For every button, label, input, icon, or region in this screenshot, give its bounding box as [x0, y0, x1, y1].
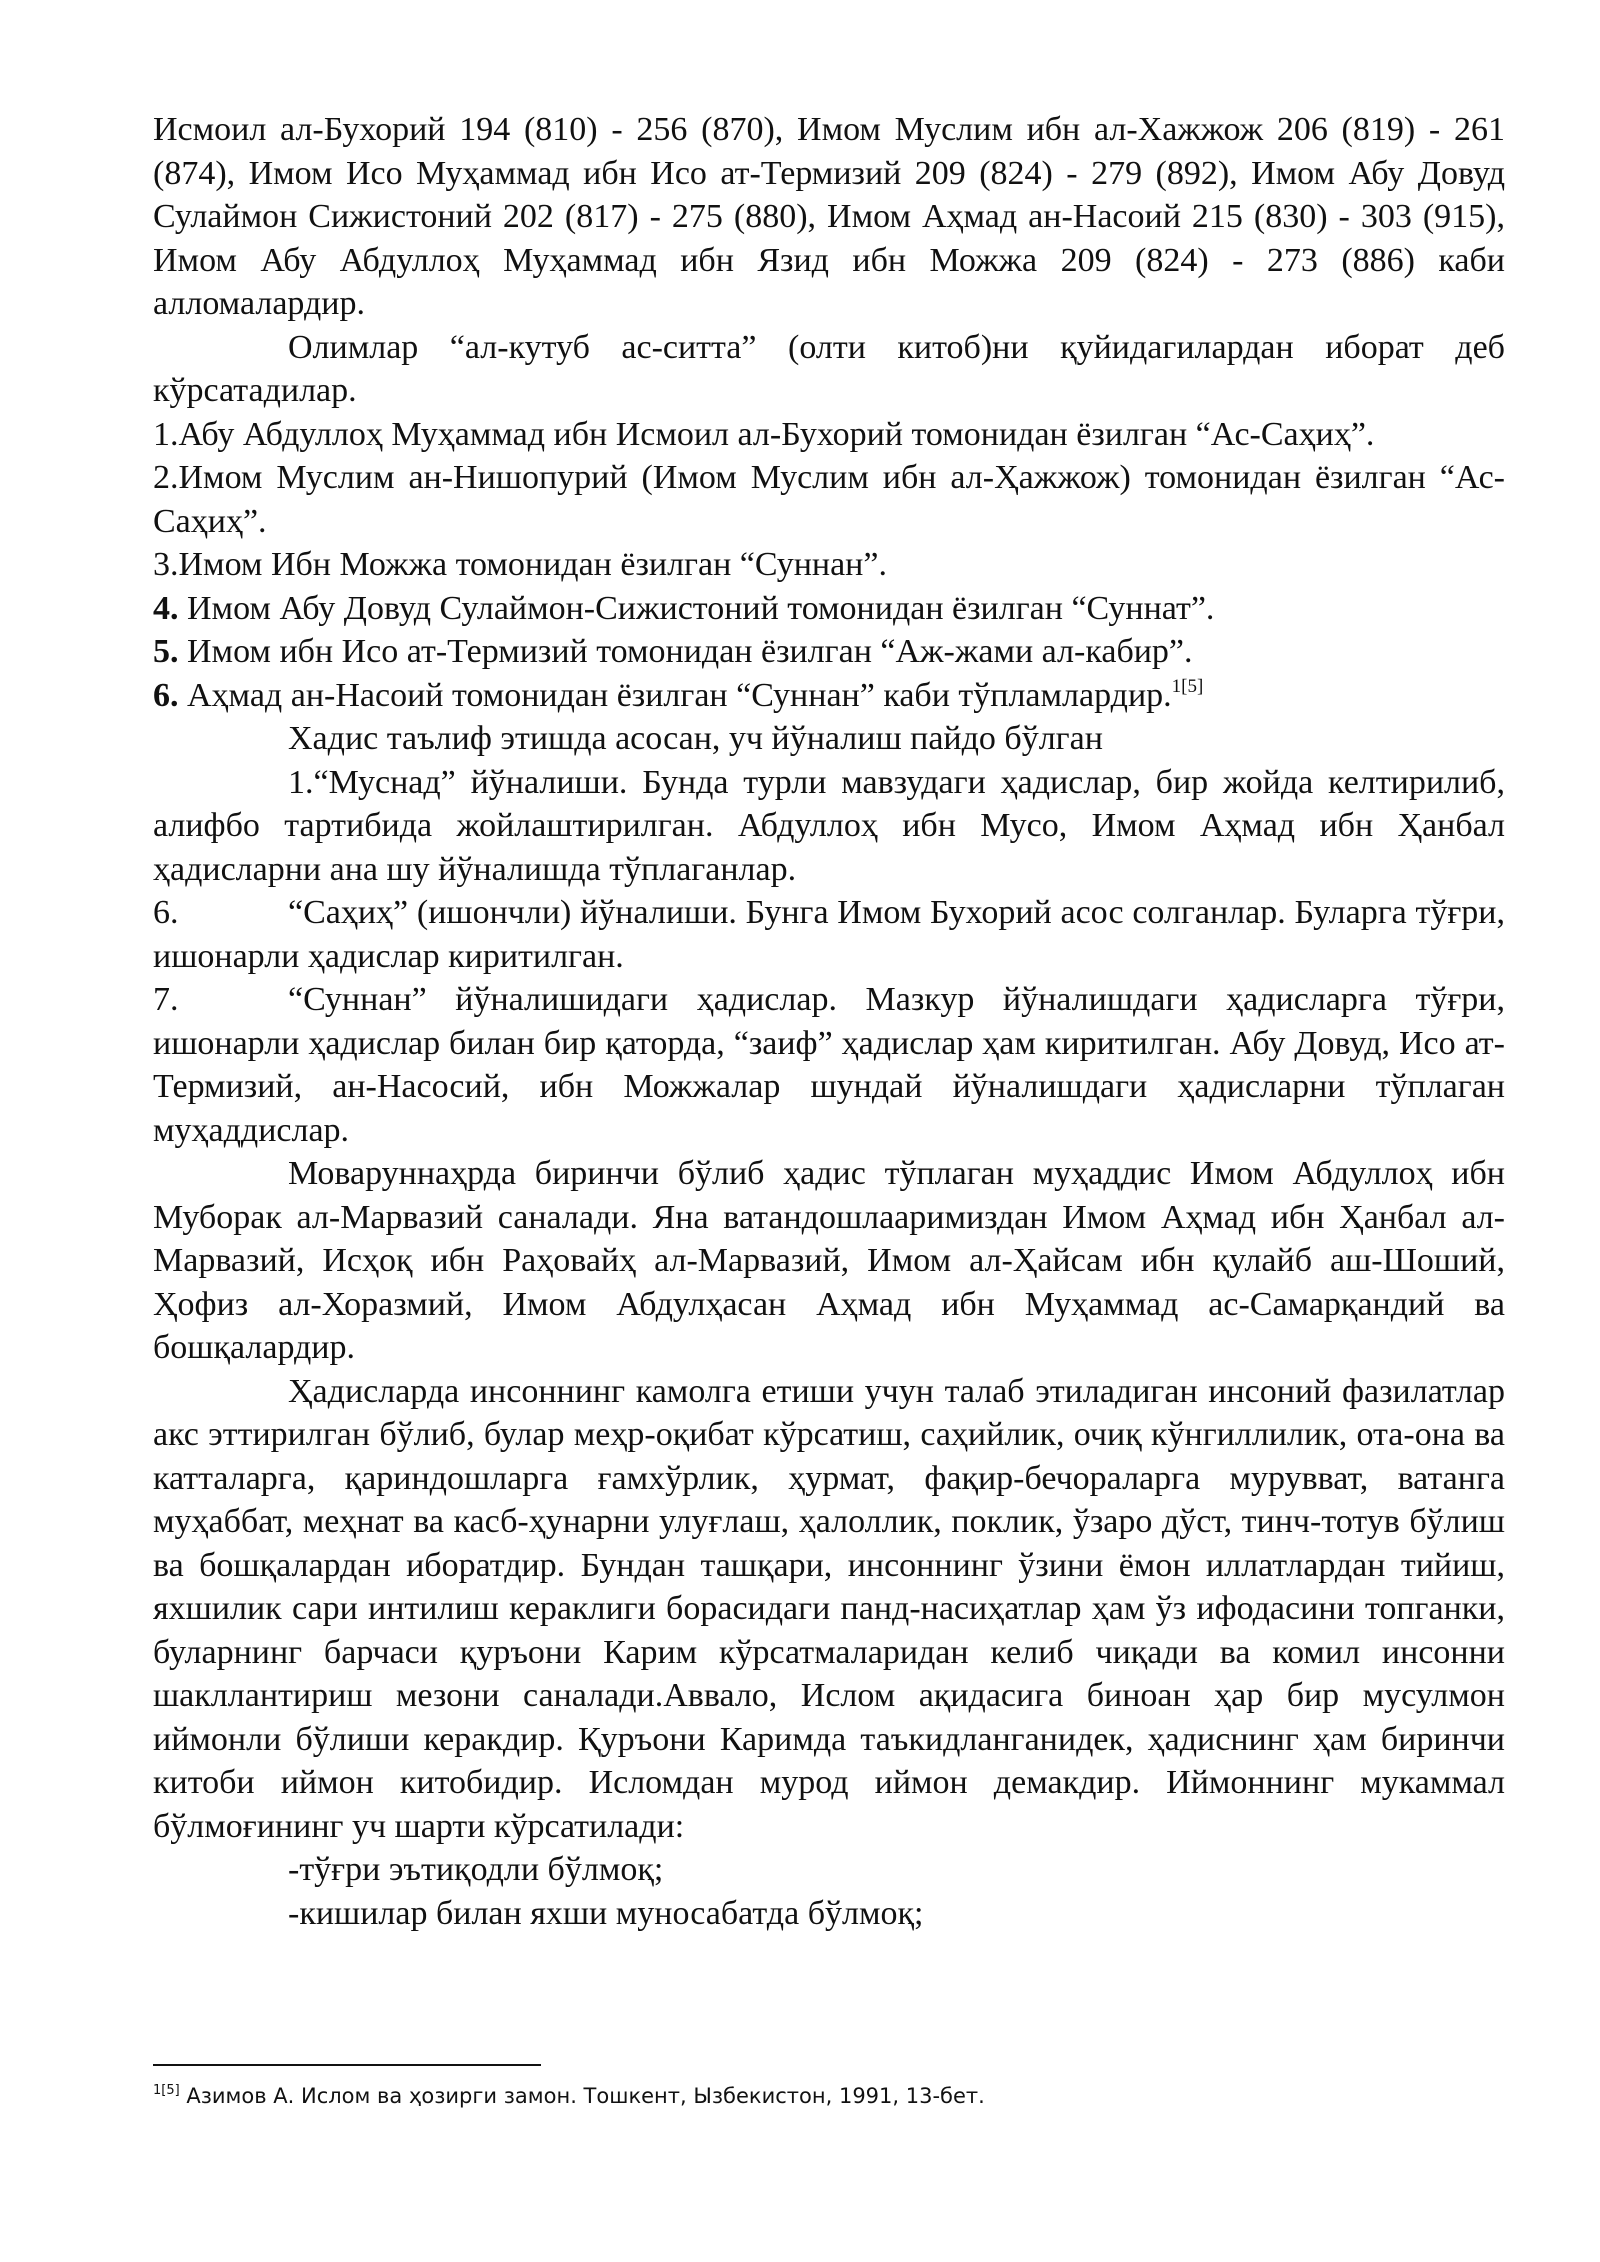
paragraph-six-books-intro: Олимлар “ал-кутуб ас-ситта” (олти китоб)ни қуйидагилардан иборат деб кўрсатадилар.	[153, 328, 1505, 409]
paragraph-sahih	[153, 891, 1505, 978]
list-item-2: 2.Имом Муслим ан-Нишопурий (Имом Муслим ибн ал-Ҳажжож) томонидан ёзилган “Ас-Саҳиҳ”.	[153, 459, 1505, 540]
paragraph-sunnan	[153, 978, 1505, 1152]
paragraph-three-directions: Хадис таълиф этишда асосан, уч йўналиш пайдо бўлган	[288, 720, 1103, 757]
list-text: Имом Абу Довуд Сулаймон-Сижистоний томонидан ёзилган “Суннат”.	[178, 589, 1215, 627]
list-number: 6.	[153, 676, 179, 714]
paragraph-text: “Суннан” йўналишидаги ҳадислар. Мазкур йўналишдаги ҳадисларга тўғри, ишонарли ҳадислар билан бир қаторда, “заиф” ҳадислар ҳам киритилган. Абу Довуд, Исо ат-Термизий, ан-Насосий, ибн Можжалар шундай йўналишдаги ҳадисларни тўплаган муҳаддислар.	[153, 981, 1505, 1149]
list-item-4	[153, 587, 1505, 631]
list-text: Аҳмад ан-Насоий томонидан ёзилган “Суннан” каби тўпламлардир.	[178, 676, 1172, 714]
paragraph-movarounnahr: Моваруннаҳрда биринчи бўлиб ҳадис тўплаган муҳаддис Имом Абдуллоҳ ибн Муборак ал-Марвазий саналади. Яна ватандошлааримиздан Имом Аҳмад ибн Ҳанбал ал-Марвазий, Исҳоқ ибн Раҳовайҳ ал-Марвазий, Имом ал-Ҳайсам ибн қулайб аш-Шоший, Ҳофиз ал-Хоразмий, Имом Абдулҳасан Аҳмад ибн Муҳаммад ас-Самарқандий ва бошқалардир.	[153, 1155, 1505, 1366]
paragraph-scholars-dates: Исмоил ал-Бухорий 194 (810) - 256 (870), Имом Муслим ибн ал-Хажжож 206 (819) - 261 (874), Имом Исо Муҳаммад ибн Исо ат-Термизий 209 (824) - 279 (892), Имом Абу Довуд Сулаймон Сижистоний 202 (817) - 275 (880), Имом Аҳмад ан-Насоий 215 (830) - 303 (915), Имом Абу Абдуллоҳ Муҳаммад ибн Язид ибн Можжа 209 (824) - 273 (886) каби алломалардир.	[153, 111, 1505, 322]
footnote-marker: 1[5]	[153, 2083, 180, 2098]
list-number: 6.	[153, 894, 179, 931]
list-number: 5.	[153, 633, 179, 670]
paragraph-musnad: 1.“Муснад” йўналиши. Бунда турли мавзудаги ҳадислар, бир жойда келтирилиб, алифбо тартибида жойлаштирилган. Абдуллоҳ ибн Мусо, Имом Аҳмад ибн Ҳанбал ҳадисларни ана шу йўналишда тўплаганлар.	[153, 763, 1505, 888]
footnote-reference[interactable]: 1[5]	[1171, 675, 1204, 697]
list-text: Имом ибн Исо ат-Термизий томонидан ёзилган “Аж-жами ал-кабир”.	[178, 633, 1193, 670]
list-item-3: 3.Имом Ибн Можжа томонидан ёзилган “Суннан”.	[153, 546, 887, 583]
list-number: 7.	[153, 981, 179, 1018]
paragraph-virtues: Ҳадисларда инсоннинг камолга етиши учун талаб этиладиган инсоний фазилатлар акс эттирилган бўлиб, булар меҳр-оқибат кўрсатиш, саҳийлик, очиқ кўнгиллилик, ота-она ва катталарга, қариндошларга ғамхўрлик, ҳурмат, фақир-бечораларга мурувват, ватанга муҳаббат, меҳнат ва касб-ҳунарни улуғлаш, ҳалоллик, поклик, ўзаро дўст, тинч-тотув бўлиш ва бошқалардан иборатдир. Бундан ташқари, инсоннинг ўзини ёмон иллатлардан тийиш, яхшилик сари интилиш кераклиги борасидаги панд-насиҳатлар ҳам ўз ифодасини топганки, буларнинг барчаси қуръони Карим кўрсатмаларидан келиб чиқади ва комил инсонни шакллантириш мезони саналади.Аввало, Ислом ақидасига биноан ҳар бир мусулмон иймонли бўлиши керакдир. Қуръони Каримда таъкидланганидек, ҳадиснинг ҳам биринчи китоби иймон китобидир. Исломдан мурод иймон демакдир. Иймоннинг мукаммал бўлмоғининг уч шарти кўрсатилади:	[153, 1372, 1505, 1845]
list-item-6	[153, 674, 1505, 718]
condition-item-1: -тўғри эътиқодли бўлмоқ;	[288, 1851, 664, 1888]
list-item-1: 1.Абу Абдуллоҳ Муҳаммад ибн Исмоил ал-Бухорий томонидан ёзилган “Ас-Саҳиҳ”.	[153, 415, 1375, 453]
document-body	[153, 108, 1505, 1935]
footnote	[153, 2081, 1505, 2111]
condition-item-2: -кишилар билан яхши муносабатда бўлмоқ;	[288, 1894, 924, 1932]
footnote-separator	[153, 2064, 541, 2066]
paragraph-text: “Саҳиҳ” (ишончли) йўналиши. Бунга Имом Бухорий асос солганлар. Буларга тўғри, ишонарли ҳадислар киритилган.	[153, 894, 1505, 975]
list-number: 4.	[153, 589, 179, 627]
list-item-5	[153, 630, 1505, 674]
footnote-text: Азимов А. Ислом ва ҳозирги замон. Тошкент, Ызбекистон, 1991, 13-бет.	[179, 2084, 985, 2108]
